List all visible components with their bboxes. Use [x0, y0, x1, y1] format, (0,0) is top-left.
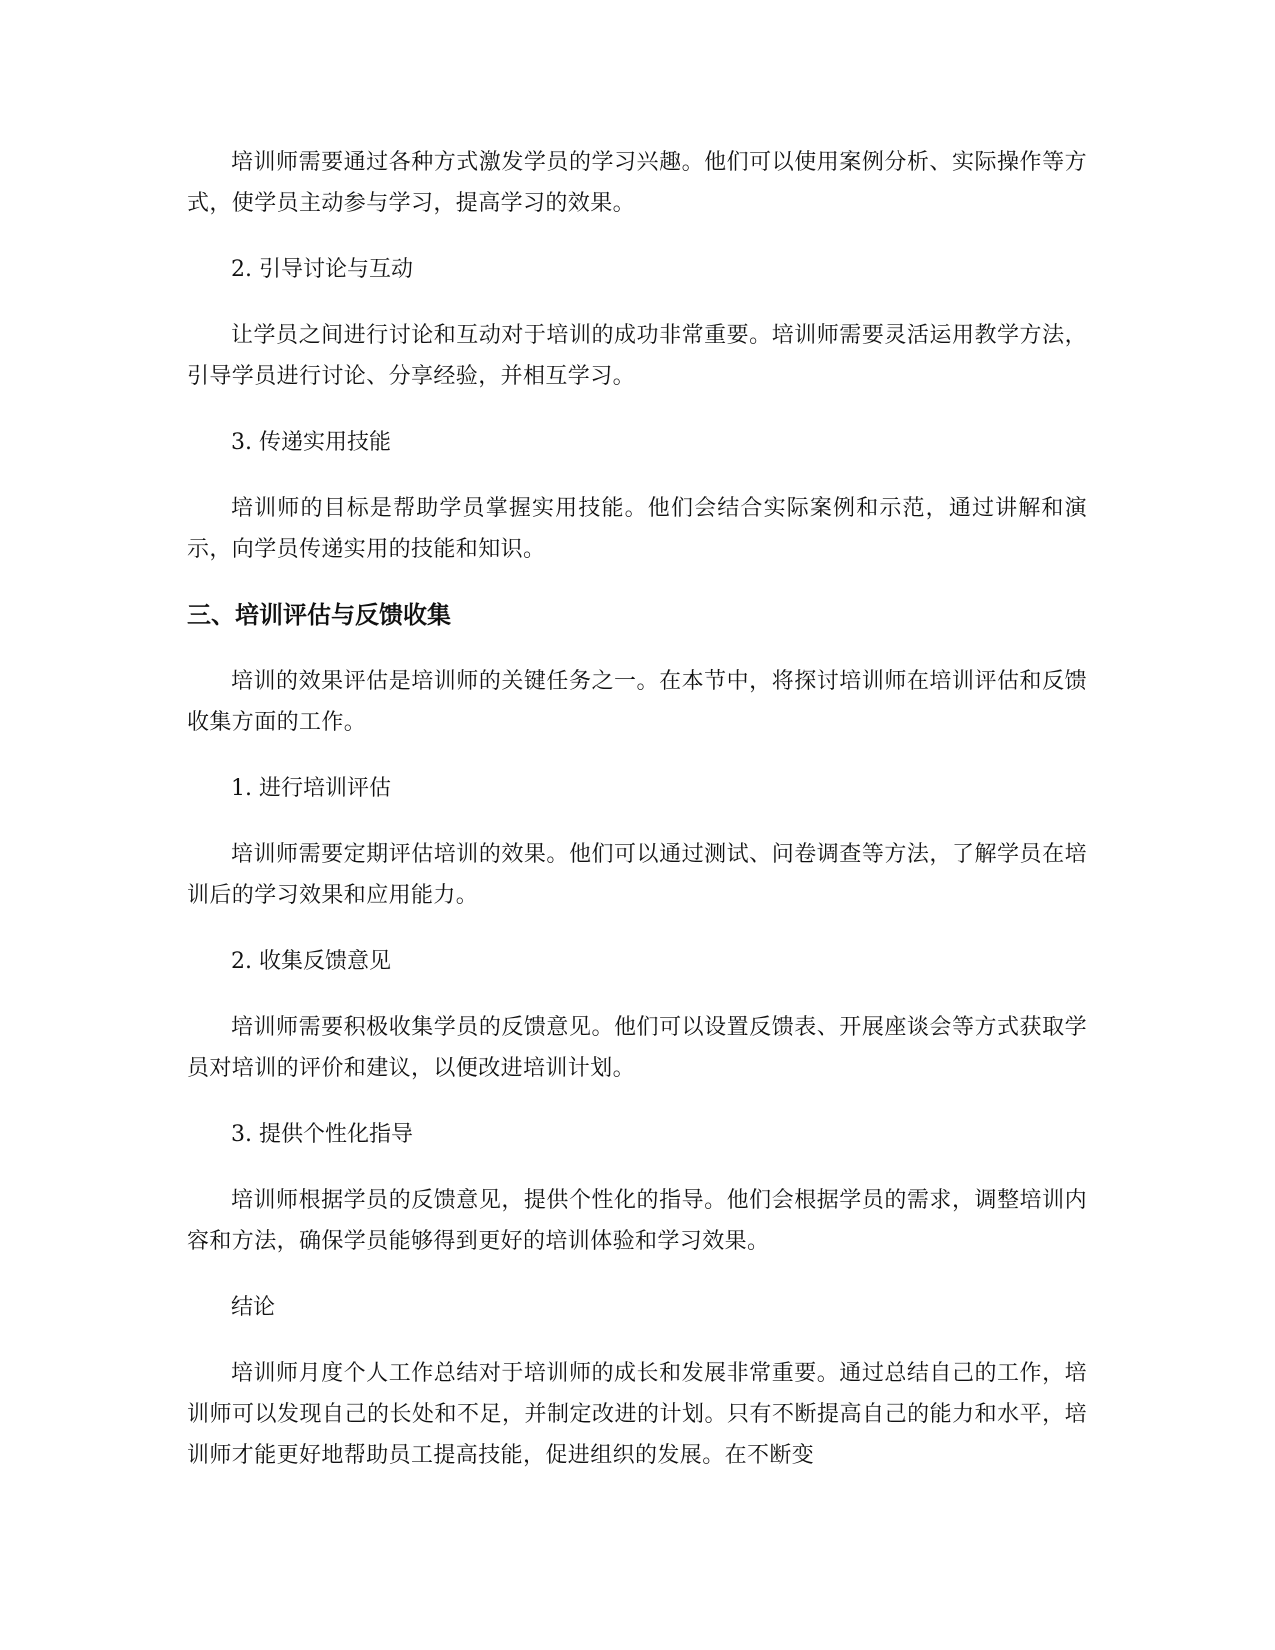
paragraph-conclusion: 培训师月度个人工作总结对于培训师的成长和发展非常重要。通过总结自己的工作，培训师可以发现自己的长处和不足，并制定改进的计划。只有不断提高自己的能力和水平，培训师才能更好地帮助员工提高技能，促进组织的发展。在不断变 [187, 1361, 1087, 1468]
subheading-collect-feedback: 2. 收集反馈意见 [231, 949, 391, 974]
paragraph-discussion-interaction: 让学员之间进行讨论和互动对于培训的成功非常重要。培训师需要灵活运用教学方法，引导学员进行讨论、分享经验，并相互学习。 [187, 323, 1087, 389]
subheading-personalized-guidance: 3. 提供个性化指导 [231, 1122, 413, 1147]
subheading-guide-discussion: 2. 引导讨论与互动 [231, 257, 413, 282]
paragraph-stimulate-interest: 培训师需要通过各种方式激发学员的学习兴趣。他们可以使用案例分析、实际操作等方式，使学员主动参与学习，提高学习的效果。 [187, 150, 1087, 216]
subheading-conclusion: 结论 [231, 1295, 276, 1320]
paragraph-collect-feedback: 培训师需要积极收集学员的反馈意见。他们可以设置反馈表、开展座谈会等方式获取学员对培训的评价和建议，以便改进培训计划。 [187, 1015, 1087, 1081]
subheading-practical-skills: 3. 传递实用技能 [231, 430, 391, 455]
subheading-conduct-evaluation: 1. 进行培训评估 [231, 776, 391, 801]
paragraph-practical-skills: 培训师的目标是帮助学员掌握实用技能。他们会结合实际案例和示范，通过讲解和演示，向学员传递实用的技能和知识。 [187, 496, 1087, 562]
section-heading-evaluation: 三、培训评估与反馈收集 [187, 601, 451, 629]
paragraph-personalized-guidance: 培训师根据学员的反馈意见，提供个性化的指导。他们会根据学员的需求，调整培训内容和方法，确保学员能够得到更好的培训体验和学习效果。 [187, 1188, 1087, 1254]
paragraph-conduct-evaluation: 培训师需要定期评估培训的效果。他们可以通过测试、问卷调查等方法，了解学员在培训后的学习效果和应用能力。 [187, 842, 1087, 908]
paragraph-evaluation-intro: 培训的效果评估是培训师的关键任务之一。在本节中，将探讨培训师在培训评估和反馈收集方面的工作。 [187, 669, 1087, 735]
document-page [187, 142, 1087, 1476]
